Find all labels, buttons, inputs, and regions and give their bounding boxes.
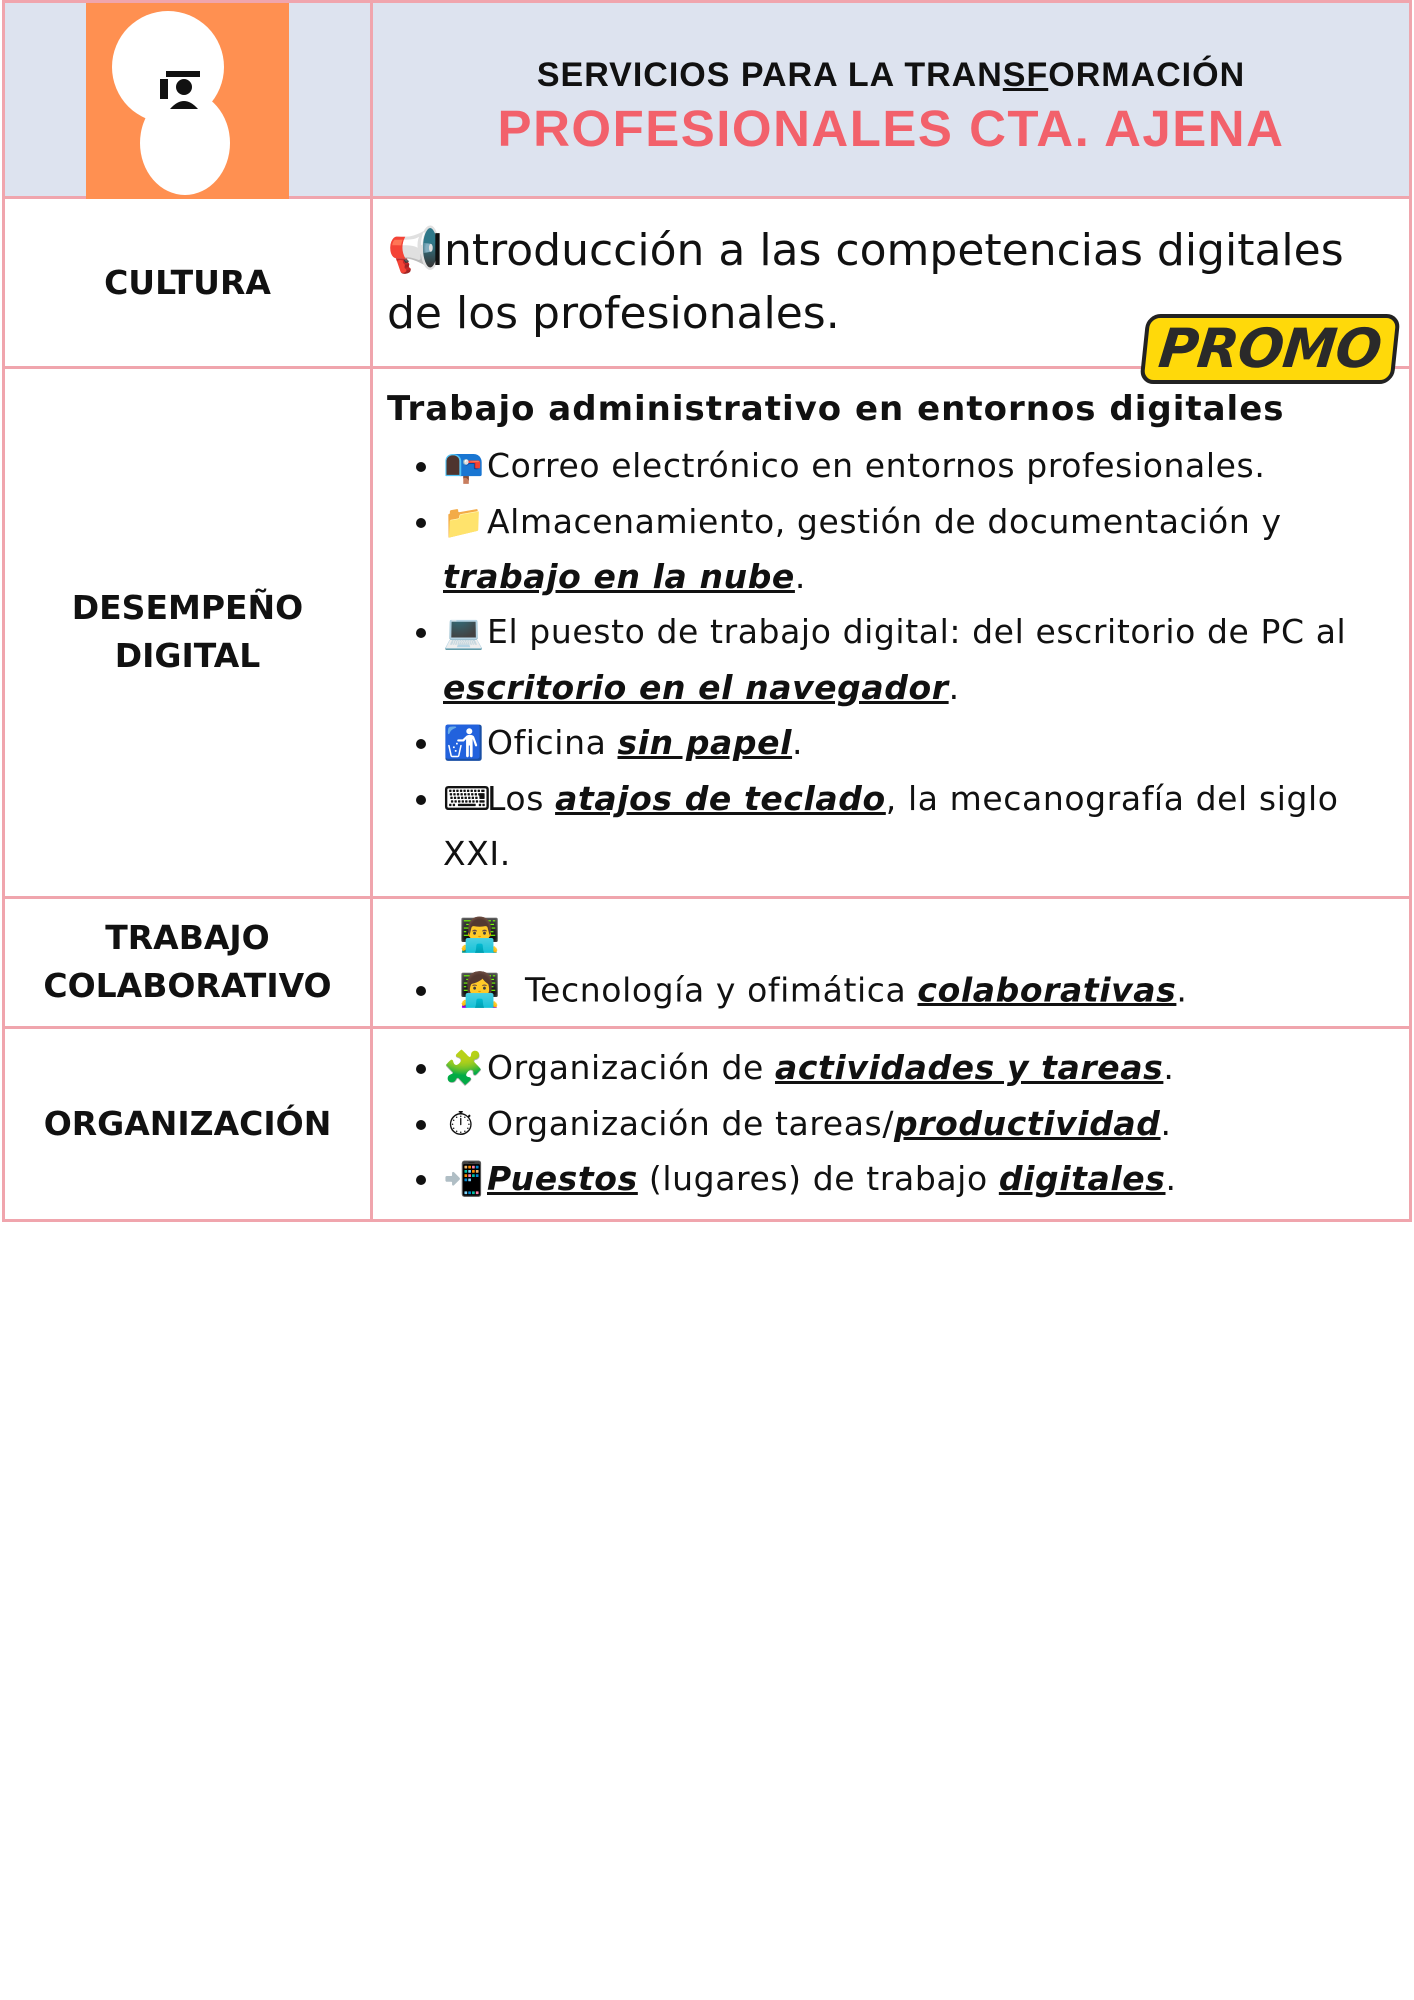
list-item: • 📁Almacenamiento, gestión de documentación y trabajo en la nube.	[443, 494, 1395, 605]
content-desempeno	[372, 368, 1411, 898]
promo-badge: PROMO	[1140, 314, 1401, 384]
header-kicker: SERVICIOS PARA LA TRANSFORMACIÓN	[536, 55, 1246, 94]
label-cultura: CULTURA	[4, 198, 372, 368]
puzzle-icon: 🧩	[443, 1048, 485, 1088]
list-item: • 📭Correo electrónico en entornos profesionales.	[443, 438, 1395, 493]
row-cultura	[4, 198, 1411, 368]
logo-cell	[4, 2, 372, 198]
header-headline: PROFESIONALES CTA. AJENA	[497, 99, 1285, 157]
header-title-cell	[372, 2, 1411, 198]
colaborativo-list	[387, 907, 1395, 1018]
mobile-arrow-icon: 📲	[443, 1159, 485, 1199]
mailbox-icon: 📭	[443, 446, 485, 486]
person-icon	[160, 67, 206, 113]
keyboard-icon: ⌨	[443, 778, 492, 818]
wastebasket-icon: 🚮	[443, 723, 485, 763]
services-table-wrapper	[2, 0, 1412, 1222]
folder-icon: 📁	[443, 501, 485, 541]
content-organizacion	[372, 1027, 1411, 1220]
desempeno-subtitle: Trabajo administrativo en entornos digitales	[387, 389, 1285, 429]
list-item: • 👨‍💻👩‍💻 Tecnología y ofimática colaborativas.	[443, 907, 1395, 1018]
row-organizacion	[4, 1027, 1411, 1220]
label-desempeno: DESEMPEÑO DIGITAL	[4, 368, 372, 898]
row-colaborativo	[4, 897, 1411, 1027]
list-item: • 🧩Organización de actividades y tareas.	[443, 1040, 1395, 1095]
stopwatch-icon: ⏱	[447, 1103, 475, 1143]
list-item: • 📲Puestos (lugares) de trabajo digitales.	[443, 1151, 1395, 1206]
header-row	[4, 2, 1411, 198]
laptop-icon: 💻	[443, 612, 485, 652]
technologists-icon: 👨‍💻👩‍💻	[459, 914, 501, 1010]
label-colaborativo: TRABAJO COLABORATIVO	[4, 897, 372, 1027]
list-item: • ⌨Los atajos de teclado, la mecanografía del siglo XXI.	[443, 771, 1395, 882]
services-table	[2, 0, 1412, 1222]
desempeno-list	[387, 438, 1395, 882]
content-colaborativo	[372, 897, 1411, 1027]
row-desempeno	[4, 368, 1411, 898]
megaphone-icon: 📢	[387, 225, 442, 277]
list-item: • ⏱ Organización de tareas/productividad.	[443, 1096, 1395, 1151]
content-cultura	[372, 198, 1411, 381]
brand-logo	[86, 3, 289, 199]
list-item: • 💻El puesto de trabajo digital: del escritorio de PC al escritorio en el navegador.	[443, 604, 1395, 715]
list-item: • 🚮Oficina sin papel.	[443, 715, 1395, 770]
organizacion-list	[387, 1040, 1395, 1206]
label-organizacion: ORGANIZACIÓN	[4, 1027, 372, 1220]
cultura-text: Introducción a las competencias digitales de los profesionales.	[387, 225, 1344, 339]
